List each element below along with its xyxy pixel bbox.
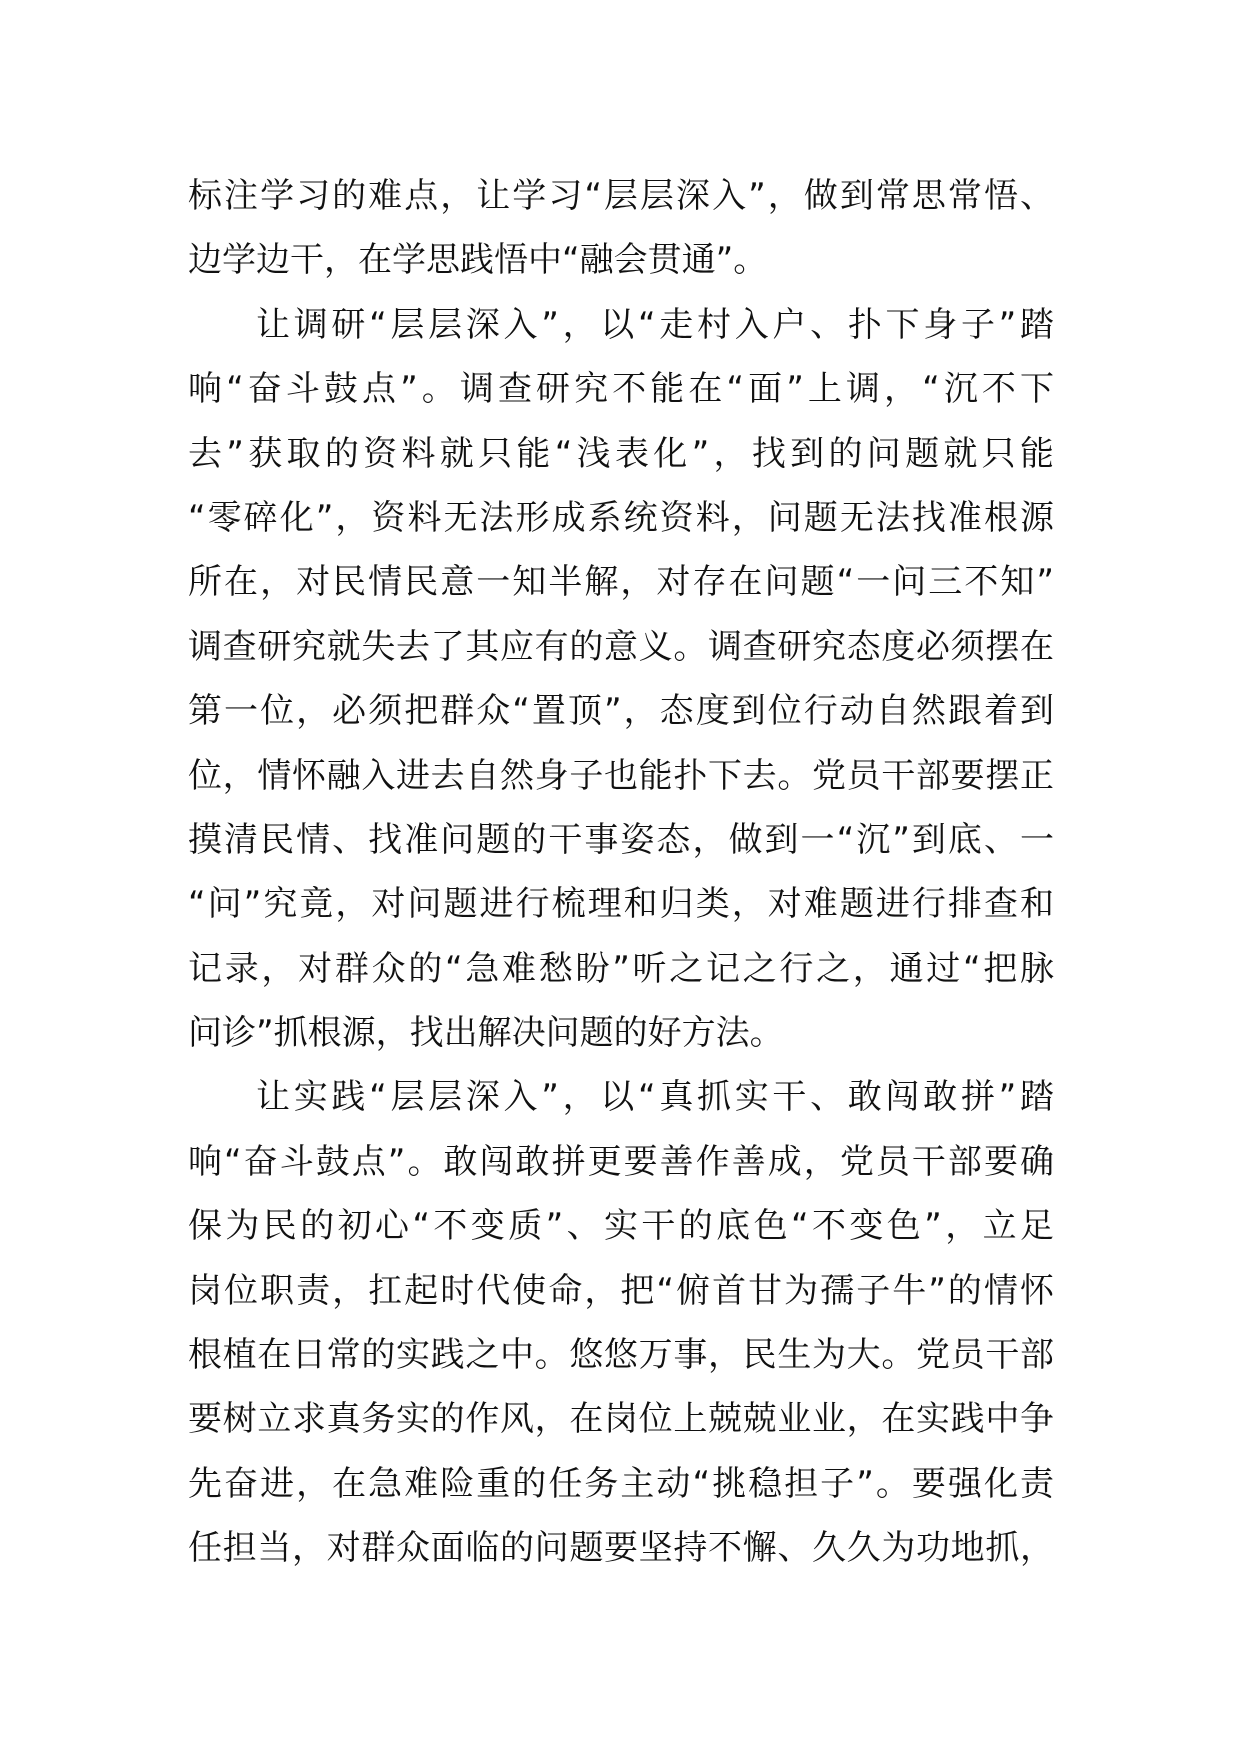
- paragraph-line: 任担当，对群众面临的问题要坚持不懈、久久为功地抓，: [188, 1528, 1054, 1569]
- paragraph-line: 边学边干，在学思践悟中“融会贯通”。: [188, 240, 768, 281]
- paragraph-line: 问诊”抓根源，找出解决问题的好方法。: [188, 1013, 784, 1054]
- paragraph-line: “问”究竟，对问题进行梳理和归类，对难题进行排查和: [188, 884, 1054, 925]
- paragraph-line: 调查研究就失去了其应有的意义。调查研究态度必须摆在: [188, 626, 1054, 667]
- paragraph-line: 第一位，必须把群众“置顶”，态度到位行动自然跟着到: [188, 691, 1054, 732]
- paragraph-line: 保为民的初心“不变质”、实干的底色“不变色”，立足: [188, 1206, 1054, 1247]
- paragraph-line: 去”获取的资料就只能“浅表化”，找到的问题就只能: [188, 433, 1054, 474]
- paragraph-line: “零碎化”，资料无法形成系统资料，问题无法找准根源: [188, 497, 1054, 538]
- body-text: [188, 164, 1054, 1581]
- paragraph-line: 响“奋斗鼓点”。调查研究不能在“面”上调，“沉不下: [188, 369, 1054, 410]
- paragraph-line: 标注学习的难点，让学习“层层深入”，做到常思常悟、: [188, 176, 1054, 216]
- paragraph-line: 响“奋斗鼓点”。敢闯敢拼更要善作善成，党员干部要确: [188, 1141, 1054, 1182]
- paragraph-line: 让调研“层层深入”，以“走村入户、扑下身子”踏: [256, 304, 1054, 345]
- paragraph-line: 根植在日常的实践之中。悠悠万事，民生为大。党员干部: [188, 1335, 1054, 1376]
- paragraph-line: 记录，对群众的“急难愁盼”听之记之行之，通过“把脉: [188, 948, 1054, 989]
- paragraph-line: 摸清民情、找准问题的干事姿态，做到一“沉”到底、一: [188, 819, 1054, 860]
- paragraph-line: 先奋进，在急难险重的任务主动“挑稳担子”。要强化责: [188, 1463, 1054, 1504]
- paragraph-line: 让实践“层层深入”，以“真抓实干、敢闯敢拼”踏: [256, 1077, 1054, 1118]
- paragraph-line: 要树立求真务实的作风，在岗位上兢兢业业，在实践中争: [188, 1399, 1054, 1440]
- paragraph-line: 所在，对民情民意一知半解，对存在问题“一问三不知”: [188, 562, 1054, 603]
- paragraph-line: 岗位职责，扛起时代使命，把“俯首甘为孺子牛”的情怀: [188, 1270, 1054, 1311]
- paragraph-line: 位，情怀融入进去自然身子也能扑下去。党员干部要摆正: [188, 755, 1054, 796]
